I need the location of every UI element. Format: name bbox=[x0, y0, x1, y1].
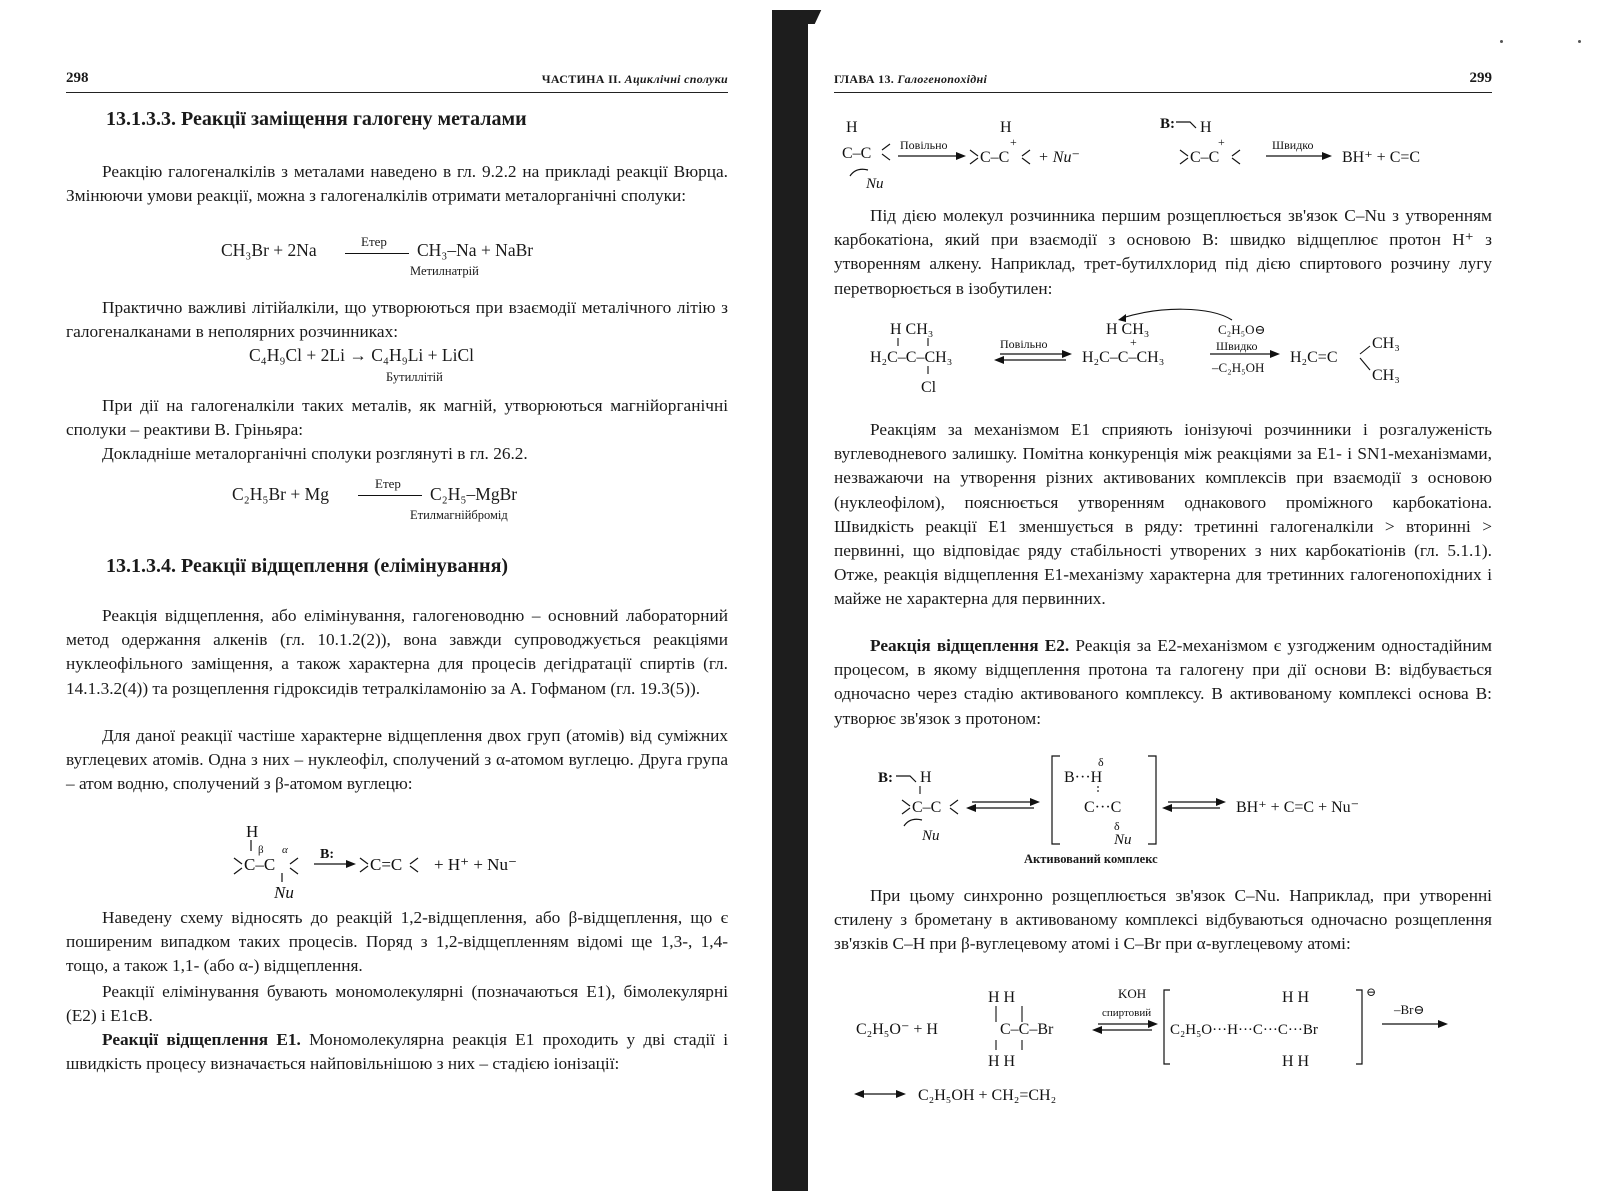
running-head: ЧАСТИНА II. Ациклічні сполуки bbox=[541, 72, 728, 86]
transition-complex: C₂H₅O···H···C···C···Br bbox=[1170, 1022, 1318, 1038]
svg-text:H H: H H bbox=[1282, 1053, 1310, 1070]
reaction-arrow-label: Етер bbox=[361, 234, 387, 249]
scheme-hydrogen: H bbox=[246, 822, 259, 841]
base-symbol: B: bbox=[1160, 116, 1175, 132]
svg-text:⊖: ⊖ bbox=[1366, 985, 1377, 999]
isobutylene-scheme bbox=[860, 310, 1480, 400]
svg-text:H₂C–C–CH₃: H₂C–C–CH₃ bbox=[1082, 349, 1165, 366]
chlorine-atom: Cl bbox=[921, 379, 937, 396]
scheme-byproducts: + H⁺ + Nu⁻ bbox=[434, 855, 517, 874]
scan-speck bbox=[1500, 40, 1503, 43]
scheme-alkene: C=C bbox=[370, 855, 403, 874]
paragraph: Наведену схему відносять до реакцій 1,2-відщеплення, або β-відщеплення, що є поширеним випадком таких процесів. Поряд з 1,2-відщепленням відомі ще 1,3-, 1,4- тощо, а також 1,1- (або α-) відщеплення. bbox=[66, 908, 728, 976]
svg-text:Nu: Nu bbox=[866, 176, 884, 192]
svg-text:H: H bbox=[846, 119, 858, 136]
paragraph: Для даної реакції частіше характерне відщеплення двох груп (атомів) від суміжних вуглецевих атомів. Одна з них – нуклеофіл, сполучений з α-атомом вуглецю. Друга група – атом водню, сполучений з β-атомом вуглецю: bbox=[66, 726, 728, 794]
ethoxide-hydrogen: C₂H₅O⁻ + H bbox=[856, 1021, 938, 1038]
svg-text:H H: H H bbox=[1282, 989, 1310, 1006]
svg-text:+: + bbox=[1130, 335, 1137, 349]
svg-text:H: H bbox=[1000, 119, 1012, 136]
equation: CH₃Br + 2Na bbox=[221, 240, 317, 260]
svg-text:δ: δ bbox=[1114, 819, 1120, 833]
compound-name: Бутиллітій bbox=[386, 370, 443, 384]
svg-text:H CH₃: H CH₃ bbox=[1106, 321, 1150, 338]
paragraph: Реакція відщеплення, або елімінування, галогеноводню – основний лабораторний метод одержання алкенів (гл. 10.1.2(2)), вона завжди супроводжується реакціями нуклеофільного заміщення, а також характерна для процесів дегідратації спиртів (гл. 14.1.3.2(4)) та розщеплення гідроксидів тетралкіламонію за А. Гофманом (гл. 19.3(5)). bbox=[66, 606, 728, 698]
fast-label: Швидко bbox=[1216, 339, 1258, 353]
e2-products: BH⁺ + C=C + Nu⁻ bbox=[1236, 799, 1360, 816]
paragraph: Під дією молекул розчинника першим розщеплюється зв'язок C–Nu з утворенням карбокатіона, який при взаємодії з основою B: швидко відщеплює протон H⁺ з утворенням алкену. Наприклад, трет-бутилхлорид під дією спиртового розчину лугу перетворюється в ізобутилен: bbox=[834, 206, 1492, 298]
section-heading: 13.1.3.4. Реакції відщеплення (елімінування) bbox=[106, 555, 509, 577]
left-page bbox=[0, 0, 790, 1191]
equation-product: CH₃–Na + NaBr bbox=[417, 240, 534, 260]
partial-charge: δ bbox=[1098, 755, 1104, 769]
svg-text:H: H bbox=[920, 769, 932, 786]
scheme-reactant: C–C bbox=[244, 855, 276, 874]
svg-text:H H: H H bbox=[988, 1053, 1016, 1070]
nucleophile-leaving: + Nu⁻ bbox=[1038, 149, 1080, 166]
bromide-leaving: –Br⊖ bbox=[1394, 1002, 1425, 1017]
right-page bbox=[800, 0, 1605, 1191]
paragraph: Реакції відщеплення E1. Мономолекулярна реакція E1 проходить у дві стадії і швидкість процесу визначається найповільнішою з них – стадією іонізації: bbox=[66, 1030, 728, 1074]
ethanol-byproduct: –C₂H₅OH bbox=[1212, 360, 1265, 375]
paragraph: Практично важливі літійалкіли, що утворюються при взаємодії металічного літію з галогеналканами в неполярних розчинниках: bbox=[66, 298, 728, 342]
scheme-beta: β bbox=[258, 844, 264, 856]
final-products: C₂H₅OH + CH₂=CH₂ bbox=[918, 1087, 1057, 1104]
elimination-scheme bbox=[220, 815, 580, 905]
reaction-arrow bbox=[358, 495, 422, 496]
e1-products: BH⁺ + C=C bbox=[1342, 149, 1421, 166]
scan-speck bbox=[1578, 40, 1581, 43]
reaction-arrow-label: Етер bbox=[375, 476, 401, 491]
svg-text:C–C: C–C bbox=[842, 145, 872, 162]
compound-name: Етилмагнійбромід bbox=[410, 508, 508, 522]
svg-text:+: + bbox=[1010, 135, 1017, 149]
paragraph: Реакції елімінування бувають мономолекулярні (позначаються E1), бімолекулярні (E2) і E1cB. bbox=[66, 982, 728, 1026]
scheme-base: B: bbox=[320, 847, 334, 862]
ethylene-scheme bbox=[854, 984, 1494, 1114]
section-heading: 13.1.3.3. Реакції заміщення галогену металами bbox=[106, 108, 527, 130]
isobutylene: H₂C=C bbox=[1290, 349, 1338, 366]
koh-reagent: KOH bbox=[1118, 986, 1147, 1001]
running-header-right bbox=[834, 70, 1492, 93]
paragraph: При дії на галогеналкіли таких металів, як магній, утворюються магнійорганічні сполуки – реактиви В. Гріньяра: bbox=[66, 396, 728, 440]
svg-text:Nu: Nu bbox=[922, 828, 940, 844]
scheme-nucleophile: Nu bbox=[274, 883, 294, 902]
fast-label: Швидко bbox=[1272, 138, 1314, 152]
paragraph: При цьому синхронно розщеплюється зв'язок C–Nu. Наприклад, при утворенні стилену з брометану в активованому комплексі відбуваються одночасно розщеплення зв'язків C–H при β-вуглецевому атомі і C–Br при α-вуглецевому атомі: bbox=[834, 886, 1492, 954]
slow-label: Повільно bbox=[1000, 337, 1048, 351]
paragraph: Докладніше металорганічні сполуки розглянуті в гл. 26.2. bbox=[102, 444, 528, 463]
svg-text:B:: B: bbox=[878, 770, 893, 786]
compound-name: Метилнатрій bbox=[410, 264, 479, 278]
running-header-left bbox=[66, 70, 728, 93]
page-number: 298 bbox=[66, 70, 89, 86]
svg-text:CH₃: CH₃ bbox=[1372, 335, 1400, 352]
svg-text:H₂C–C–CH₃: H₂C–C–CH₃ bbox=[870, 349, 953, 366]
svg-text:C–C–Br: C–C–Br bbox=[1000, 1021, 1054, 1038]
svg-text:C–C: C–C bbox=[1190, 149, 1220, 166]
svg-text:C–C: C–C bbox=[980, 149, 1010, 166]
equation: C₂H₅Br + Mg bbox=[232, 484, 329, 504]
koh-solvent: спиртовий bbox=[1102, 1007, 1152, 1019]
ethoxide-reagent: C₂H₅O⊖ bbox=[1218, 322, 1266, 337]
paragraph: Реакцію галогеналкілів з металами наведено в гл. 9.2.2 на прикладі реакції Вюрца. Змінюючи умови реакції, можна з галогеналкілів отримати металорганічні сполуки: bbox=[66, 162, 728, 206]
figure-caption: Активований комплекс bbox=[1024, 852, 1158, 866]
svg-text:C–C: C–C bbox=[912, 799, 942, 816]
svg-text:H CH₃: H CH₃ bbox=[890, 321, 934, 338]
page-number: 299 bbox=[1469, 70, 1492, 86]
svg-text:Nu: Nu bbox=[1114, 832, 1132, 848]
paragraph: Реакція відщеплення E2. Реакція за E2-механізмом є узгодженим одностадійним процесом, в якому відщеплення протона та галогену при дії основи B: відбувається одночасно через стадію активованого комплексу. В активованому комплексі основа B: утворює зв'язок з протоном: bbox=[834, 636, 1492, 728]
e2-mechanism bbox=[870, 752, 1470, 862]
running-head: ГЛАВА 13. Галогенопохідні bbox=[834, 72, 988, 86]
reaction-arrow bbox=[345, 253, 409, 254]
slow-label: Повільно bbox=[900, 138, 948, 152]
scheme-alpha: α bbox=[282, 844, 288, 856]
e1-mechanism bbox=[840, 110, 1520, 200]
paragraph: Реакціям за механізмом E1 сприяють іонізуючі розчинники і розгалуженість вуглеводневого залишку. Помітна конкуренція між реакціями за E1- і SN1-механізмами, незважаючи на утворення різних активованих комплексів при взаємодії з основою (нуклеофілом), пояснюється утворенням однакового проміжного карбокатіона. Швидкість реакції E1 зменшується в ряду: третинні галогеналкіли > вторинні > первинні, що відповідає ряду стабільності утворених з них карбокатіонів (гл. 5.1.1). Отже, реакція відщеплення E1-механізму характерна для третинних галогенопохідних і майже не характерна для первинних. bbox=[834, 420, 1492, 609]
svg-text:CH₃: CH₃ bbox=[1372, 367, 1400, 384]
svg-text:H: H bbox=[1200, 119, 1212, 136]
svg-text:C···C: C···C bbox=[1084, 799, 1122, 816]
svg-text:H H: H H bbox=[988, 989, 1016, 1006]
svg-text:B···H: B···H bbox=[1064, 769, 1103, 786]
equation-product: C₂H₅–MgBr bbox=[430, 484, 518, 504]
svg-text:+: + bbox=[1218, 135, 1225, 149]
equation: C₄H₉Cl + 2Li → C₄H₉Li + LiCl bbox=[249, 345, 474, 365]
